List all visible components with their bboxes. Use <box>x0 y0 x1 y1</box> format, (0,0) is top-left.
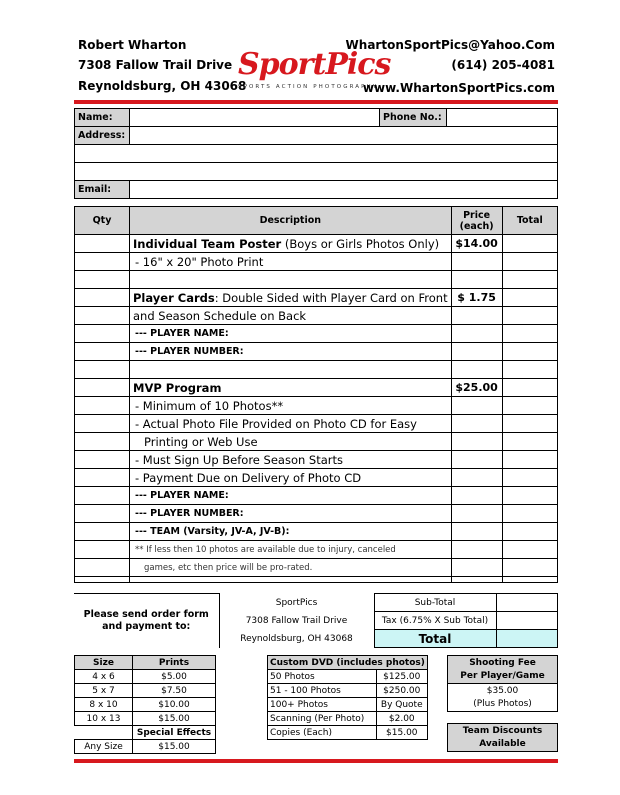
description-cell <box>130 487 452 505</box>
contact-name: Robert Wharton <box>78 38 187 52</box>
qty-cell[interactable] <box>75 343 130 361</box>
special-effects-label: Special Effects <box>133 726 216 740</box>
qty-cell[interactable] <box>75 415 130 433</box>
description-cell <box>130 433 452 451</box>
total-cell[interactable] <box>502 523 557 541</box>
dvd-option: 50 Photos <box>268 670 377 684</box>
price-cell <box>451 253 502 271</box>
price-cell <box>451 271 502 289</box>
qty-cell[interactable] <box>75 469 130 487</box>
shooting-fee-note: (Plus Photos) <box>448 698 558 712</box>
prints-row <box>75 670 216 684</box>
qty-cell[interactable] <box>75 523 130 541</box>
description-cell <box>130 541 452 559</box>
order-row <box>75 523 558 541</box>
description-cell <box>130 253 452 271</box>
total-cell[interactable] <box>502 487 557 505</box>
order-row <box>75 307 558 325</box>
shooting-fee-price: $35.00 <box>448 684 558 698</box>
payment-instruction: Please send order form and payment to: <box>74 594 219 648</box>
order-row <box>75 289 558 307</box>
total-cell[interactable] <box>502 559 557 577</box>
order-row <box>75 433 558 451</box>
qty-cell[interactable] <box>75 559 130 577</box>
dvd-price: By Quote <box>376 698 427 712</box>
shooting-fee-table <box>447 655 558 712</box>
contact-email[interactable]: WhartonSportPics@Yahoo.Com <box>345 38 555 52</box>
price-header: Price (each) <box>451 207 502 235</box>
price-cell <box>451 541 502 559</box>
description-cell <box>130 361 452 379</box>
dvd-option: Scanning (Per Photo) <box>268 712 377 726</box>
description-text: --- PLAYER NUMBER: <box>135 346 244 357</box>
description-text: MVP Program <box>133 380 222 395</box>
price-cell <box>451 451 502 469</box>
price-cell <box>451 325 502 343</box>
qty-cell[interactable] <box>75 541 130 559</box>
price-cell <box>451 523 502 541</box>
total-header: Total <box>502 207 557 235</box>
total-cell[interactable] <box>502 469 557 487</box>
order-row <box>75 343 558 361</box>
order-row <box>75 361 558 379</box>
order-row <box>75 325 558 343</box>
price-cell <box>451 397 502 415</box>
address-field-1[interactable] <box>130 127 558 145</box>
email-label: Email: <box>75 181 130 199</box>
order-row <box>75 271 558 289</box>
tax-field[interactable] <box>496 612 558 630</box>
description-text: --- PLAYER NAME: <box>135 328 229 339</box>
address-field-2[interactable] <box>75 145 558 163</box>
price-cell <box>451 433 502 451</box>
name-label: Name: <box>75 109 130 127</box>
dvd-option: Copies (Each) <box>268 726 377 740</box>
description-suffix: (Boys or Girls Photos Only) <box>281 236 440 251</box>
dvd-price: $2.00 <box>376 712 427 726</box>
price-cell <box>451 469 502 487</box>
bottom-red-bar <box>74 759 558 763</box>
dvd-title: Custom DVD (includes photos) <box>268 656 428 670</box>
order-row <box>75 451 558 469</box>
dvd-price: $125.00 <box>376 670 427 684</box>
price-cell <box>451 415 502 433</box>
order-row <box>75 379 558 397</box>
qty-cell[interactable] <box>75 361 130 379</box>
order-row-spacer <box>75 577 558 583</box>
total-cell[interactable] <box>502 397 557 415</box>
team-discount-line1: Team Discounts <box>448 724 558 738</box>
dvd-row <box>268 698 428 712</box>
description-suffix: : Double Sided with Player Card on Front <box>214 290 448 305</box>
dvd-option: 51 - 100 Photos <box>268 684 377 698</box>
price-cell <box>451 361 502 379</box>
contact-website[interactable]: www.WhartonSportPics.com <box>362 81 555 95</box>
price-cell <box>451 307 502 325</box>
qty-cell[interactable] <box>75 289 130 307</box>
order-row <box>75 415 558 433</box>
description-text: - 16" x 20" Photo Print <box>135 254 264 269</box>
prints-row <box>75 684 216 698</box>
team-discount-line2: Available <box>448 738 558 752</box>
description-text: --- PLAYER NAME: <box>135 490 229 501</box>
print-size: 10 x 13 <box>75 712 133 726</box>
qty-cell[interactable] <box>75 325 130 343</box>
print-size: 4 x 6 <box>75 670 133 684</box>
payment-city: Reynoldsburg, OH 43068 <box>240 633 353 644</box>
payment-table <box>74 593 558 648</box>
description-cell <box>130 289 452 307</box>
description-cell <box>130 271 452 289</box>
description-cell <box>130 523 452 541</box>
qty-cell[interactable] <box>75 271 130 289</box>
payment-street: 7308 Fallow Trail Drive <box>245 615 348 626</box>
description-cell <box>130 397 452 415</box>
order-row <box>75 469 558 487</box>
description-text: Player Cards <box>133 290 215 305</box>
prints-row <box>75 698 216 712</box>
contact-street: 7308 Fallow Trail Drive <box>78 58 233 72</box>
qty-cell[interactable] <box>75 253 130 271</box>
payment-company: SportPics <box>275 597 318 608</box>
shooting-fee-title: Shooting Fee <box>448 656 558 670</box>
customer-info-table <box>74 108 558 199</box>
sportpics-logo: SportPics SPORTS ACTION PHOTOGRAPHY <box>238 47 391 90</box>
price-cell: $ 1.75 <box>451 289 502 307</box>
print-price: $10.00 <box>133 698 216 712</box>
total-cell[interactable] <box>502 415 557 433</box>
total-field[interactable] <box>496 630 558 648</box>
price-cell <box>451 343 502 361</box>
order-row <box>75 505 558 523</box>
description-cell <box>130 469 452 487</box>
prints-row <box>75 712 216 726</box>
qty-header: Qty <box>75 207 130 235</box>
total-cell[interactable] <box>502 541 557 559</box>
size-header: Size <box>75 656 133 670</box>
price-cell <box>451 487 502 505</box>
prints-table <box>74 655 216 754</box>
price-cell: $14.00 <box>451 235 502 253</box>
email-field[interactable] <box>130 181 558 199</box>
qty-cell[interactable] <box>75 505 130 523</box>
print-price: $5.00 <box>133 670 216 684</box>
dvd-option: 100+ Photos <box>268 698 377 712</box>
total-cell[interactable] <box>502 253 557 271</box>
total-cell[interactable] <box>502 343 557 361</box>
dvd-row <box>268 670 428 684</box>
print-size: 8 x 10 <box>75 698 133 712</box>
dvd-table <box>267 655 428 740</box>
tax-label: Tax (6.75% X Sub Total) <box>374 612 496 630</box>
qty-cell[interactable] <box>75 487 130 505</box>
description-text: - Must Sign Up Before Season Starts <box>135 452 344 467</box>
description-text: - Minimum of 10 Photos** <box>135 398 284 413</box>
prints-header: Prints <box>133 656 216 670</box>
total-cell[interactable] <box>502 433 557 451</box>
price-cell <box>451 559 502 577</box>
contact-city: Reynoldsburg, OH 43068 <box>78 79 247 93</box>
any-size-label: Any Size <box>75 740 133 754</box>
order-table <box>74 206 558 583</box>
description-text: ** If less then 10 photos are available due to injury, canceled <box>135 544 396 555</box>
shooting-fee-subtitle: Per Player/Game <box>448 670 558 684</box>
qty-cell[interactable] <box>75 307 130 325</box>
total-cell[interactable] <box>502 307 557 325</box>
order-row <box>75 397 558 415</box>
description-cell <box>130 559 452 577</box>
total-cell[interactable] <box>502 289 557 307</box>
price-cell: $25.00 <box>451 379 502 397</box>
order-row <box>75 559 558 577</box>
phone-label: Phone No.: <box>380 109 447 127</box>
description-cell <box>130 379 452 397</box>
print-price: $15.00 <box>133 712 216 726</box>
subtotal-field[interactable] <box>496 594 558 612</box>
name-field[interactable] <box>130 109 380 127</box>
description-text: - Actual Photo File Provided on Photo CD for Easy <box>135 416 417 431</box>
address-field-3[interactable] <box>75 163 558 181</box>
description-text: Printing or Web Use <box>144 434 258 449</box>
team-discount-box <box>447 723 558 752</box>
qty-cell[interactable] <box>75 451 130 469</box>
total-cell[interactable] <box>502 505 557 523</box>
description-text: Individual Team Poster <box>133 236 282 251</box>
order-row <box>75 487 558 505</box>
total-cell[interactable] <box>502 235 557 253</box>
total-cell[interactable] <box>502 271 557 289</box>
description-cell <box>130 235 452 253</box>
description-text: - Payment Due on Delivery of Photo CD <box>135 470 362 485</box>
dvd-row <box>268 712 428 726</box>
description-header: Description <box>130 207 452 235</box>
description-cell <box>130 505 452 523</box>
description-cell <box>130 307 452 325</box>
contact-phone: (614) 205-4081 <box>451 58 555 72</box>
qty-cell[interactable] <box>75 433 130 451</box>
order-row <box>75 253 558 271</box>
total-cell[interactable] <box>502 379 557 397</box>
total-cell[interactable] <box>502 361 557 379</box>
description-cell <box>130 451 452 469</box>
description-text: and Season Schedule on Back <box>133 308 307 323</box>
total-cell[interactable] <box>502 451 557 469</box>
description-cell <box>130 325 452 343</box>
any-size-price: $15.00 <box>133 740 216 754</box>
order-row <box>75 235 558 253</box>
price-cell <box>451 505 502 523</box>
description-text: --- PLAYER NUMBER: <box>135 508 244 519</box>
phone-field[interactable] <box>447 109 558 127</box>
dvd-price: $250.00 <box>376 684 427 698</box>
description-text: games, etc then price will be pro-rated. <box>144 562 313 573</box>
address-label: Address: <box>75 127 130 145</box>
dvd-row <box>268 726 428 740</box>
dvd-row <box>268 684 428 698</box>
total-label: Total <box>374 630 496 648</box>
description-text: --- TEAM (Varsity, JV-A, JV-B): <box>135 526 290 537</box>
subtotal-label: Sub-Total <box>374 594 496 612</box>
qty-cell[interactable] <box>75 379 130 397</box>
description-cell <box>130 343 452 361</box>
print-price: $7.50 <box>133 684 216 698</box>
order-row <box>75 541 558 559</box>
description-cell <box>130 415 452 433</box>
total-cell[interactable] <box>502 325 557 343</box>
qty-cell[interactable] <box>75 397 130 415</box>
top-red-bar <box>74 100 558 104</box>
qty-cell[interactable] <box>75 235 130 253</box>
dvd-price: $15.00 <box>376 726 427 740</box>
print-size: 5 x 7 <box>75 684 133 698</box>
